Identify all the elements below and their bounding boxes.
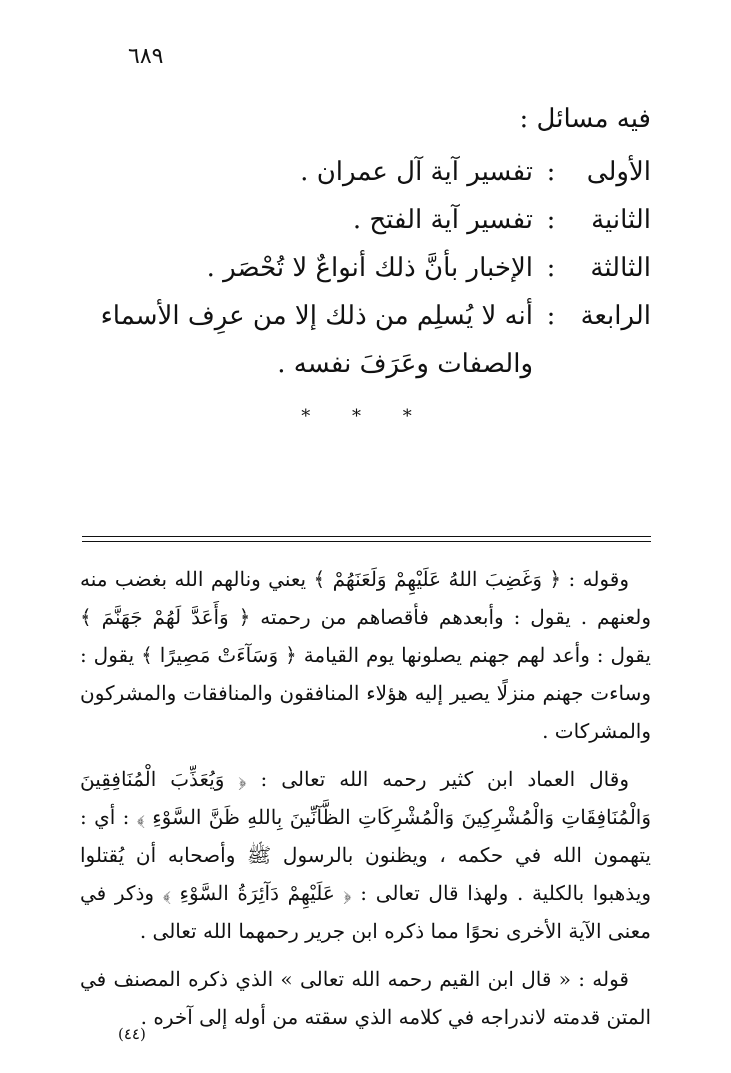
issue-colon: :	[546, 205, 556, 235]
issues-heading: فيه مسائل :	[519, 104, 651, 134]
issue-label: الرابعة	[580, 301, 651, 331]
issue-label: الثانية	[591, 205, 651, 235]
issue-colon: :	[546, 157, 556, 187]
commentary-paragraph: وقال العماد ابن كثير رحمه الله تعالى : ﴿ وَيُعَذِّبَ الْمُنَافِقِينَ وَالْمُنَافِقَاتِ وَالْمُشْرِكِينَ وَالْمُشْرِكَاتِ الظَّآنِّينَ بِاللهِ ظَنَّ السَّوْءِ ﴾ : أي : يتهمون الله في حكمه ، ويظنون بالرسول ﷺ وأصحابه أن يُقتلوا ويذهبوا بالكلية . ولهذا قال تعالى : ﴿ عَلَيْهِمْ دَآئِرَةُ السَّوْءِ ﴾ وذكر في معنى الآية الأخرى نحوًا مما ذكره ابن جرير رحمهما الله تعالى .	[80, 767, 651, 943]
commentary-paragraph: قوله : « قال ابن القيم رحمه الله تعالى » الذي ذكره المصنف في المتن قدمته لاندراجه في كلامه الذي سقته من أوله إلى آخره .	[80, 967, 651, 1029]
commentary-paragraph: وقوله : ﴿ وَغَضِبَ اللهُ عَلَيْهِمْ وَلَعَنَهُمْ ﴾ يعني ونالهم الله بغضب منه ولعنهم . يقول : وأبعدهم فأقصاهم من رحمته ﴿ وَأَعَدَّ لَهُمْ جَهَنَّمَ ﴾ يقول : وأعد لهم جهنم يصلونها يوم القيامة ﴿ وَسَآءَتْ مَصِيرًا ﴾ يقول : وساءت جهنم منزلًا يصير إليه هؤلاء المنافقون والمنافقات والمشركون والمشركات .	[80, 567, 651, 743]
issue-item-second	[80, 196, 651, 244]
issue-label: الأولى	[586, 157, 651, 187]
issue-item-third	[80, 244, 651, 292]
issue-text: الإخبار بأنَّ ذلك أنواعٌ لا تُحْصَر .	[206, 253, 533, 283]
issue-item-first	[80, 148, 651, 196]
footnote-rule-bottom	[82, 541, 651, 542]
issue-text: أنه لا يُسلِم من ذلك إلا من عرِف الأسماء والصفات وعَرَفَ نفسه .	[100, 301, 533, 379]
issue-item-fourth	[80, 292, 651, 388]
page-number: ٦٨٩	[128, 44, 164, 69]
issue-text: تفسير آية آل عمران .	[300, 157, 533, 187]
commentary-section	[80, 560, 651, 1046]
signature-mark: (٤٤)	[118, 1025, 146, 1043]
issues-section	[80, 100, 651, 388]
footnote-rule-top	[82, 536, 651, 537]
issue-label: الثالثة	[590, 253, 651, 283]
issue-colon: :	[546, 301, 556, 331]
issue-text: تفسير آية الفتح .	[352, 205, 533, 235]
issue-colon: :	[546, 253, 556, 283]
section-separator: * * *	[301, 406, 430, 427]
